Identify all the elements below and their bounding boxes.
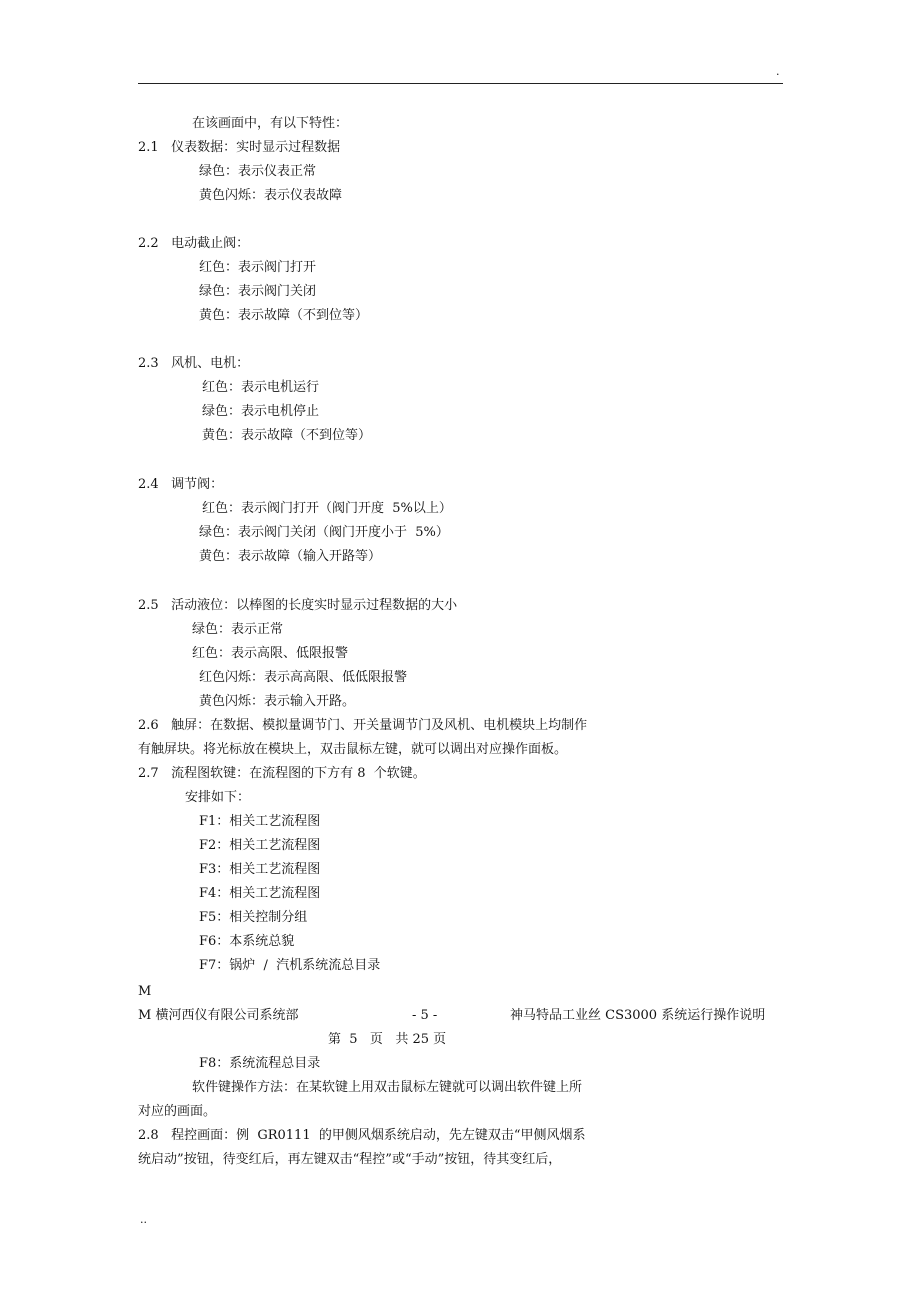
section-2-3-title: 2.3 风机、电机： [138, 356, 250, 371]
softkey-item: F3：相关工艺流程图 [199, 862, 321, 877]
softkey-item: F5：相关控制分组 [199, 910, 308, 925]
intro-line: 在该画面中，有以下特性： [192, 116, 349, 131]
footer-page-number: - 5 - [412, 1008, 438, 1023]
section-2-6-line: 2.6 触屏：在数据、模拟量调节门、开关量调节门及风机、电机模块上均制作 [138, 718, 588, 733]
footer-company: M 横河西仪有限公司系统部 [138, 1008, 299, 1023]
softkey-item: F6：本系统总貌 [199, 934, 295, 949]
section-2-5-item: 黄色闪烁：表示输入开路。 [199, 694, 356, 709]
section-2-3-item: 红色：表示电机运行 [202, 380, 320, 395]
section-2-5-item: 红色：表示高限、低限报警 [192, 646, 349, 661]
softkey-item: F8：系统流程总目录 [199, 1056, 321, 1071]
section-2-1-item: 绿色：表示仪表正常 [199, 164, 317, 179]
section-2-7-arrange: 安排如下： [185, 790, 251, 805]
section-2-2-item: 黄色：表示故障（不到位等） [199, 308, 369, 323]
footer-dots: .. [140, 1213, 147, 1226]
softkey-item: F4：相关工艺流程图 [199, 886, 321, 901]
footer-doc-title: 神马特品工业丝 CS3000 系统运行操作说明 [510, 1008, 766, 1023]
header-dot: . [776, 65, 780, 78]
section-2-5-title: 2.5 活动液位：以棒图的长度实时显示过程数据的大小 [138, 598, 458, 613]
footer-m: M [138, 984, 152, 999]
softkey-item: F2：相关工艺流程图 [199, 838, 321, 853]
section-2-8-line: 2.8 程控画面：例 GR0111 的甲侧风烟系统启动，先左键双击“甲侧风烟系 [138, 1128, 586, 1143]
section-2-6-line: 有触屏块。将光标放在模块上，双击鼠标左键，就可以调出对应操作面板。 [138, 742, 568, 757]
softkey-item: F1：相关工艺流程图 [199, 814, 321, 829]
footer-page-count: 第 5 页 共 25 页 [328, 1032, 447, 1047]
section-2-8-line: 统启动”按钮，待变红后，再左键双击“程控”或“手动”按钮，待其变红后， [138, 1152, 562, 1167]
section-2-5-item: 红色闪烁：表示高高限、低低限报警 [199, 670, 408, 685]
softkey-item: F7：锅炉 / 汽机系统流总目录 [199, 958, 381, 973]
section-2-3-item: 绿色：表示电机停止 [202, 404, 320, 419]
method-line: 软件键操作方法：在某软键上用双击鼠标左键就可以调出软件键上所 [192, 1080, 583, 1095]
section-2-7-title: 2.7 流程图软键：在流程图的下方有 8 个软键。 [138, 766, 426, 781]
section-2-1-item: 黄色闪烁：表示仪表故障 [199, 188, 343, 203]
section-2-2-item: 绿色：表示阀门关闭 [199, 284, 317, 299]
section-2-5-item: 绿色：表示正常 [192, 622, 284, 637]
section-2-1-title: 2.1 仪表数据：实时显示过程数据 [138, 140, 341, 155]
section-2-4-item: 红色：表示阀门打开（阀门开度 5%以上） [202, 501, 452, 516]
section-2-2-item: 红色：表示阀门打开 [199, 260, 317, 275]
section-2-4-item: 绿色：表示阀门关闭（阀门开度小于 5%） [199, 525, 449, 540]
section-2-3-item: 黄色：表示故障（不到位等） [202, 428, 372, 443]
section-2-4-title: 2.4 调节阀： [138, 477, 224, 492]
section-2-4-item: 黄色：表示故障（输入开路等） [199, 549, 382, 564]
method-line: 对应的画面。 [138, 1104, 217, 1119]
section-2-2-title: 2.2 电动截止阀： [138, 236, 250, 251]
header-rule [138, 83, 783, 84]
